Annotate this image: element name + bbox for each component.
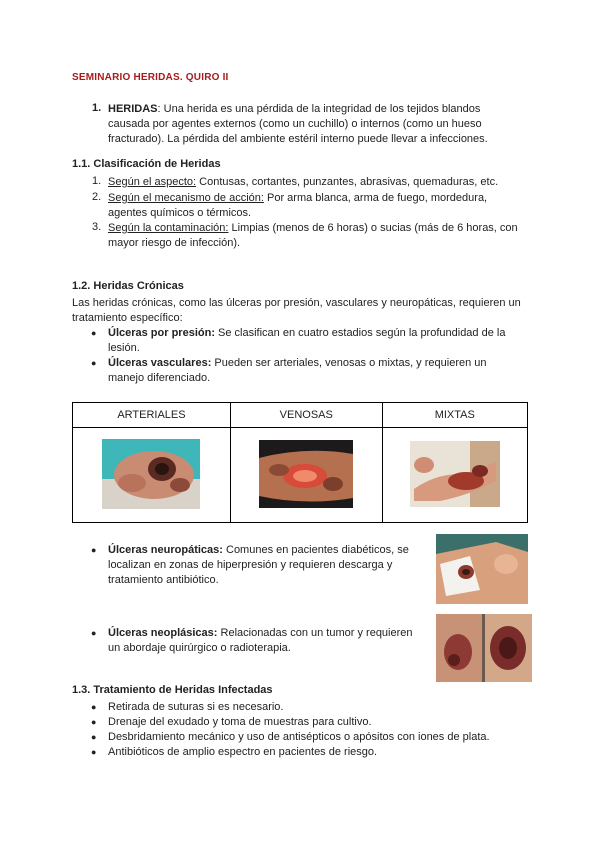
bullet-glyph: ● — [91, 545, 97, 555]
item-label: Según el aspecto: — [108, 176, 197, 188]
header-mixtas: MIXTAS — [382, 403, 527, 428]
treatment-item: Retirada de suturas si es necesario. — [108, 701, 284, 713]
item-label: Según el mecanismo de acción: — [108, 192, 264, 204]
treatment-item: Desbridamiento mecánico y uso de antisépticos o apósitos con iones de plata. — [108, 731, 490, 743]
classification-item-mechanism — [108, 191, 528, 221]
list-number: 2. — [92, 191, 102, 203]
intro-text-line3: fracturado). La pérdida del ambiente estéril interno puede llevar a infecciones. — [108, 133, 488, 145]
chronic-intro-line1: Las heridas crónicas, como las úlceras por presión, vasculares y neuropáticas, requieren un — [72, 297, 521, 309]
arterial-ulcer-photo — [102, 439, 200, 509]
section-1-3-heading: 1.3. Tratamiento de Heridas Infectadas — [72, 684, 273, 696]
treatment-item: Antibióticos de amplio espectro en pacientes de riesgo. — [108, 746, 378, 758]
bullet-glyph: ● — [91, 628, 97, 638]
item-text: Limpias (menos de 6 horas) o sucias (más de 6 horas, con — [228, 222, 518, 234]
item-text-cont: manejo diferenciado. — [108, 372, 211, 384]
item-text-cont: mayor riesgo de infección). — [108, 237, 241, 249]
bullet-glyph: ● — [91, 702, 97, 712]
intro-term: HERIDAS — [108, 103, 158, 115]
vascular-ulcer-table — [72, 402, 528, 523]
ulcer-pressure-item — [108, 326, 528, 356]
item-label: Úlceras neoplásicas: — [108, 627, 218, 639]
ulcer-neoplastic-item — [108, 626, 430, 656]
venous-ulcer-photo — [259, 440, 353, 508]
item-text: Contusas, cortantes, punzantes, abrasivas, quemaduras, etc. — [196, 176, 499, 188]
item-label: Úlceras neuropáticas: — [108, 544, 223, 556]
bullet-glyph: ● — [91, 732, 97, 742]
arterial-ulcer-image-cell — [73, 428, 231, 523]
intro-paragraph — [108, 102, 528, 147]
item-text: Pueden ser arteriales, venosas o mixtas, y requieren un — [211, 357, 487, 369]
venous-ulcer-image-cell — [230, 428, 382, 523]
item-text-cont: localizan en zonas de hiperpresión y requieren descarga y — [108, 559, 393, 571]
ulcer-neuropathic-item — [108, 543, 430, 588]
header-venosas: VENOSAS — [230, 403, 382, 428]
item-text: Se clasifican en cuatro estadios según la profundidad de la — [214, 327, 506, 339]
ulcer-vascular-item — [108, 356, 528, 386]
item-text-cont: tratamiento antibiótico. — [108, 574, 219, 586]
section-1-2-heading: 1.2. Heridas Crónicas — [72, 280, 184, 292]
bullet-glyph: ● — [91, 328, 97, 338]
item-text-cont: lesión. — [108, 342, 140, 354]
bullet-glyph: ● — [91, 717, 97, 727]
chronic-intro — [72, 296, 532, 326]
item-label: Según la contaminación: — [108, 222, 229, 234]
bullet-glyph: ● — [91, 358, 97, 368]
item-text: Relacionadas con un tumor y requieren — [217, 627, 413, 639]
classification-item-contamination — [108, 221, 528, 251]
neuropathic-ulcer-photo — [436, 534, 528, 604]
document-title: SEMINARIO HERIDAS. QUIRO II — [72, 72, 229, 83]
list-number: 1. — [92, 175, 102, 187]
classification-item-aspect — [108, 175, 528, 190]
item-label: Úlceras por presión: — [108, 327, 215, 339]
item-text: Comunes en pacientes diabéticos, se — [222, 544, 409, 556]
header-arteriales: ARTERIALES — [73, 403, 231, 428]
mixed-ulcer-image-cell — [382, 428, 527, 523]
list-number: 3. — [92, 221, 102, 233]
mixed-ulcer-photo — [410, 441, 500, 507]
item-text-cont: un abordaje quirúrgico o radioterapia. — [108, 642, 291, 654]
item-text-cont: agentes químicos o térmicos. — [108, 207, 252, 219]
section-1-1-heading: 1.1. Clasificación de Heridas — [72, 158, 221, 170]
item-label: Úlceras vasculares: — [108, 357, 212, 369]
bullet-glyph: ● — [91, 747, 97, 757]
treatment-item: Drenaje del exudado y toma de muestras para cultivo. — [108, 716, 372, 728]
intro-number: 1. — [92, 102, 102, 114]
intro-text-line2: causada por agentes externos (como un cuchillo) o internos (como un hueso — [108, 118, 482, 130]
neoplastic-ulcer-photo — [436, 614, 532, 682]
chronic-intro-line2: tratamiento específico: — [72, 312, 183, 324]
intro-text-line1: : Una herida es una pérdida de la integridad de los tejidos blandos — [157, 103, 481, 115]
item-text: Por arma blanca, arma de fuego, mordedura, — [263, 192, 488, 204]
